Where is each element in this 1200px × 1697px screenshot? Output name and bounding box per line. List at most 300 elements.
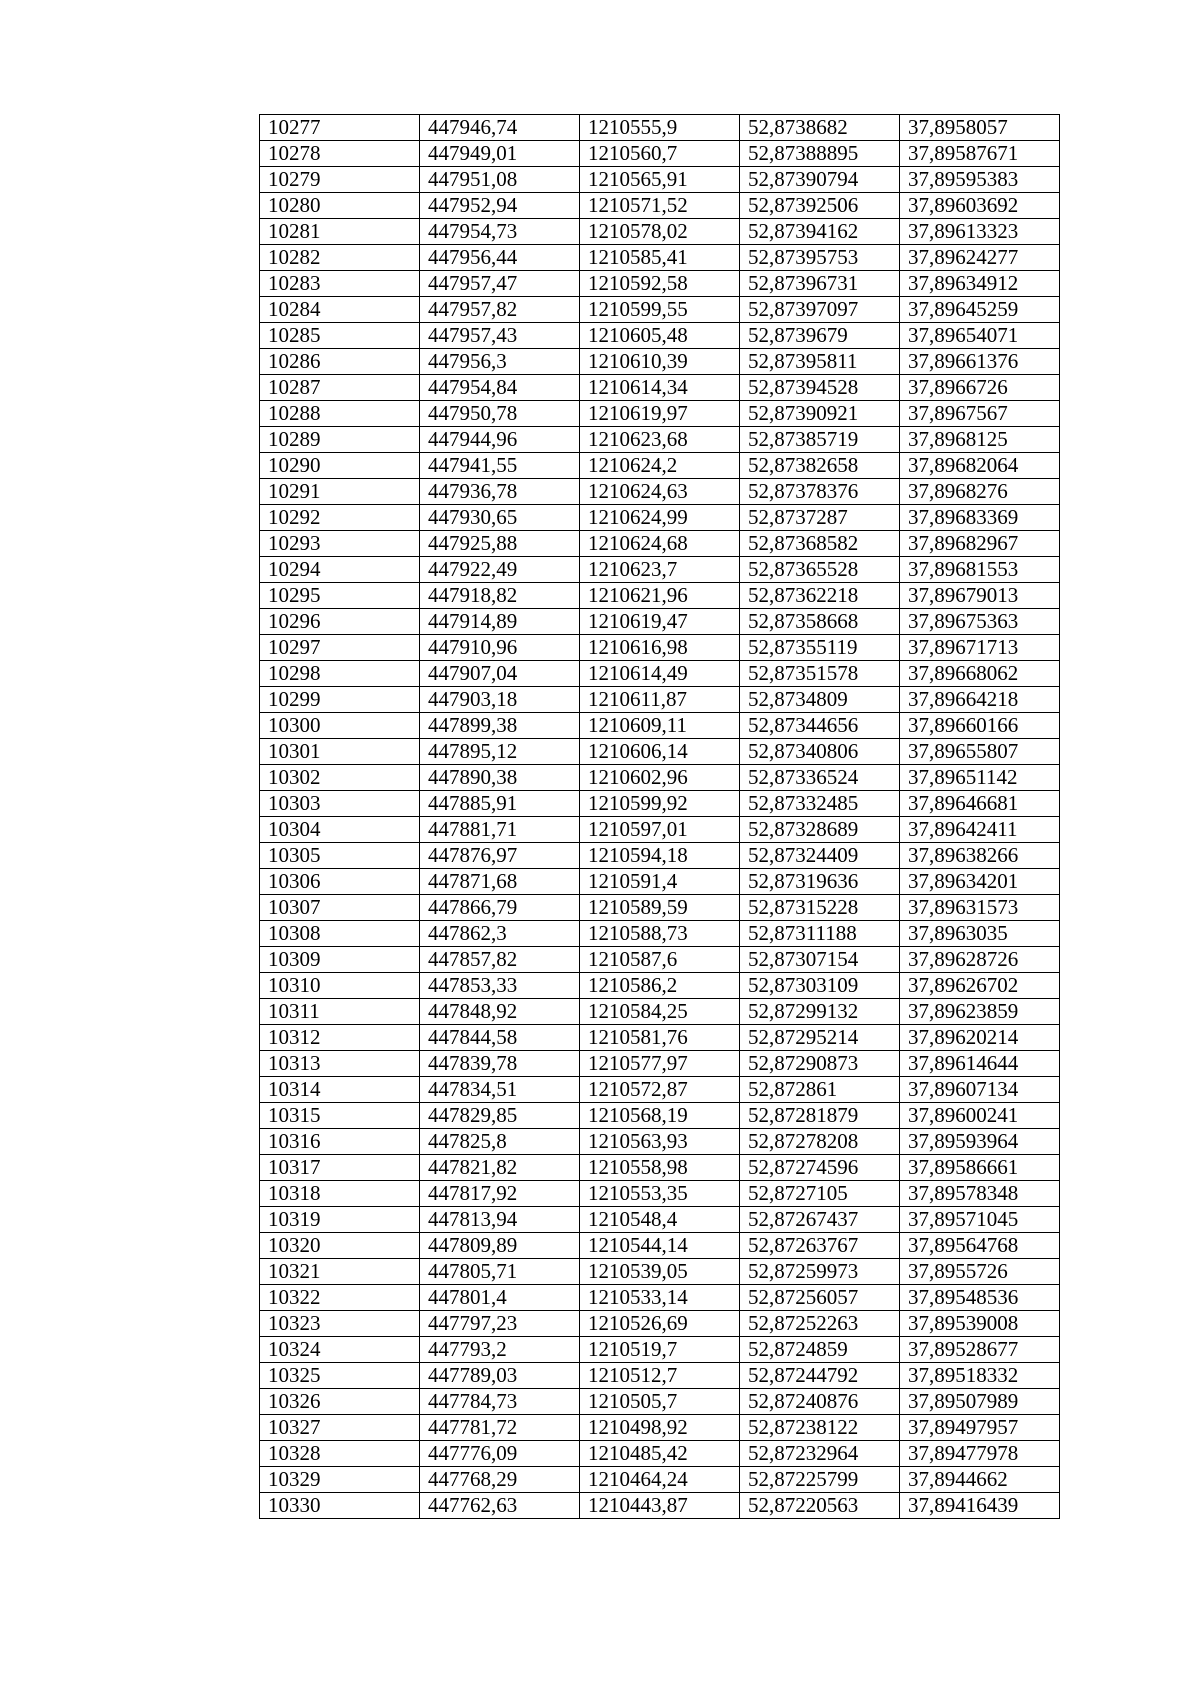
longitude-cell: 37,89675363 xyxy=(900,609,1060,635)
point-number-cell: 10304 xyxy=(260,817,420,843)
latitude-cell: 52,87368582 xyxy=(740,531,900,557)
point-number-cell: 10302 xyxy=(260,765,420,791)
longitude-cell: 37,89631573 xyxy=(900,895,1060,921)
longitude-cell: 37,89603692 xyxy=(900,193,1060,219)
latitude-cell: 52,87232964 xyxy=(740,1441,900,1467)
x-coordinate-cell: 447885,91 xyxy=(420,791,580,817)
longitude-cell: 37,89671713 xyxy=(900,635,1060,661)
longitude-cell: 37,89679013 xyxy=(900,583,1060,609)
table-row xyxy=(260,271,1060,297)
x-coordinate-cell: 447936,78 xyxy=(420,479,580,505)
y-coordinate-cell: 1210609,11 xyxy=(580,713,740,739)
table-row xyxy=(260,1467,1060,1493)
x-coordinate-cell: 447895,12 xyxy=(420,739,580,765)
table-row xyxy=(260,661,1060,687)
x-coordinate-cell: 447848,92 xyxy=(420,999,580,1025)
longitude-cell: 37,89564768 xyxy=(900,1233,1060,1259)
table-row xyxy=(260,1493,1060,1519)
x-coordinate-cell: 447781,72 xyxy=(420,1415,580,1441)
y-coordinate-cell: 1210610,39 xyxy=(580,349,740,375)
point-number-cell: 10308 xyxy=(260,921,420,947)
table-row xyxy=(260,219,1060,245)
latitude-cell: 52,87319636 xyxy=(740,869,900,895)
table-row xyxy=(260,479,1060,505)
longitude-cell: 37,8966726 xyxy=(900,375,1060,401)
y-coordinate-cell: 1210581,76 xyxy=(580,1025,740,1051)
point-number-cell: 10294 xyxy=(260,557,420,583)
latitude-cell: 52,8727105 xyxy=(740,1181,900,1207)
table-row xyxy=(260,531,1060,557)
x-coordinate-cell: 447956,44 xyxy=(420,245,580,271)
point-number-cell: 10298 xyxy=(260,661,420,687)
latitude-cell: 52,87238122 xyxy=(740,1415,900,1441)
x-coordinate-cell: 447829,85 xyxy=(420,1103,580,1129)
point-number-cell: 10317 xyxy=(260,1155,420,1181)
longitude-cell: 37,89664218 xyxy=(900,687,1060,713)
latitude-cell: 52,87324409 xyxy=(740,843,900,869)
latitude-cell: 52,87395811 xyxy=(740,349,900,375)
latitude-cell: 52,87311188 xyxy=(740,921,900,947)
y-coordinate-cell: 1210572,87 xyxy=(580,1077,740,1103)
y-coordinate-cell: 1210578,02 xyxy=(580,219,740,245)
latitude-cell: 52,87344656 xyxy=(740,713,900,739)
latitude-cell: 52,8734809 xyxy=(740,687,900,713)
point-number-cell: 10325 xyxy=(260,1363,420,1389)
table-row xyxy=(260,1155,1060,1181)
point-number-cell: 10296 xyxy=(260,609,420,635)
y-coordinate-cell: 1210619,97 xyxy=(580,401,740,427)
point-number-cell: 10290 xyxy=(260,453,420,479)
table-row xyxy=(260,713,1060,739)
longitude-cell: 37,89646681 xyxy=(900,791,1060,817)
point-number-cell: 10322 xyxy=(260,1285,420,1311)
x-coordinate-cell: 447866,79 xyxy=(420,895,580,921)
x-coordinate-cell: 447834,51 xyxy=(420,1077,580,1103)
x-coordinate-cell: 447925,88 xyxy=(420,531,580,557)
y-coordinate-cell: 1210624,63 xyxy=(580,479,740,505)
point-number-cell: 10280 xyxy=(260,193,420,219)
x-coordinate-cell: 447954,73 xyxy=(420,219,580,245)
table-row xyxy=(260,1363,1060,1389)
point-number-cell: 10311 xyxy=(260,999,420,1025)
y-coordinate-cell: 1210588,73 xyxy=(580,921,740,947)
y-coordinate-cell: 1210591,4 xyxy=(580,869,740,895)
table-row xyxy=(260,401,1060,427)
x-coordinate-cell: 447825,8 xyxy=(420,1129,580,1155)
point-number-cell: 10281 xyxy=(260,219,420,245)
y-coordinate-cell: 1210526,69 xyxy=(580,1311,740,1337)
x-coordinate-cell: 447809,89 xyxy=(420,1233,580,1259)
latitude-cell: 52,87397097 xyxy=(740,297,900,323)
longitude-cell: 37,89645259 xyxy=(900,297,1060,323)
table-row xyxy=(260,765,1060,791)
x-coordinate-cell: 447899,38 xyxy=(420,713,580,739)
x-coordinate-cell: 447762,63 xyxy=(420,1493,580,1519)
longitude-cell: 37,89497957 xyxy=(900,1415,1060,1441)
x-coordinate-cell: 447871,68 xyxy=(420,869,580,895)
y-coordinate-cell: 1210498,92 xyxy=(580,1415,740,1441)
y-coordinate-cell: 1210619,47 xyxy=(580,609,740,635)
longitude-cell: 37,89626702 xyxy=(900,973,1060,999)
point-number-cell: 10297 xyxy=(260,635,420,661)
x-coordinate-cell: 447957,82 xyxy=(420,297,580,323)
y-coordinate-cell: 1210597,01 xyxy=(580,817,740,843)
x-coordinate-cell: 447946,74 xyxy=(420,115,580,141)
longitude-cell: 37,89682967 xyxy=(900,531,1060,557)
y-coordinate-cell: 1210624,2 xyxy=(580,453,740,479)
point-number-cell: 10323 xyxy=(260,1311,420,1337)
table-row xyxy=(260,1337,1060,1363)
latitude-cell: 52,8738682 xyxy=(740,115,900,141)
x-coordinate-cell: 447857,82 xyxy=(420,947,580,973)
latitude-cell: 52,87259973 xyxy=(740,1259,900,1285)
point-number-cell: 10278 xyxy=(260,141,420,167)
longitude-cell: 37,89654071 xyxy=(900,323,1060,349)
latitude-cell: 52,87295214 xyxy=(740,1025,900,1051)
table-row xyxy=(260,895,1060,921)
x-coordinate-cell: 447907,04 xyxy=(420,661,580,687)
longitude-cell: 37,89571045 xyxy=(900,1207,1060,1233)
y-coordinate-cell: 1210519,7 xyxy=(580,1337,740,1363)
x-coordinate-cell: 447853,33 xyxy=(420,973,580,999)
latitude-cell: 52,87388895 xyxy=(740,141,900,167)
latitude-cell: 52,87225799 xyxy=(740,1467,900,1493)
point-number-cell: 10326 xyxy=(260,1389,420,1415)
longitude-cell: 37,89477978 xyxy=(900,1441,1060,1467)
y-coordinate-cell: 1210599,55 xyxy=(580,297,740,323)
y-coordinate-cell: 1210553,35 xyxy=(580,1181,740,1207)
point-number-cell: 10315 xyxy=(260,1103,420,1129)
table-row xyxy=(260,297,1060,323)
point-number-cell: 10293 xyxy=(260,531,420,557)
table-row xyxy=(260,791,1060,817)
x-coordinate-cell: 447793,2 xyxy=(420,1337,580,1363)
table-row xyxy=(260,1259,1060,1285)
latitude-cell: 52,87355119 xyxy=(740,635,900,661)
x-coordinate-cell: 447789,03 xyxy=(420,1363,580,1389)
latitude-cell: 52,87394528 xyxy=(740,375,900,401)
x-coordinate-cell: 447890,38 xyxy=(420,765,580,791)
y-coordinate-cell: 1210563,93 xyxy=(580,1129,740,1155)
table-row xyxy=(260,349,1060,375)
point-number-cell: 10320 xyxy=(260,1233,420,1259)
table-row xyxy=(260,453,1060,479)
point-number-cell: 10299 xyxy=(260,687,420,713)
table-row xyxy=(260,609,1060,635)
point-number-cell: 10305 xyxy=(260,843,420,869)
x-coordinate-cell: 447918,82 xyxy=(420,583,580,609)
longitude-cell: 37,89539008 xyxy=(900,1311,1060,1337)
table-row xyxy=(260,323,1060,349)
y-coordinate-cell: 1210614,49 xyxy=(580,661,740,687)
y-coordinate-cell: 1210594,18 xyxy=(580,843,740,869)
longitude-cell: 37,89660166 xyxy=(900,713,1060,739)
latitude-cell: 52,87392506 xyxy=(740,193,900,219)
x-coordinate-cell: 447930,65 xyxy=(420,505,580,531)
point-number-cell: 10282 xyxy=(260,245,420,271)
x-coordinate-cell: 447922,49 xyxy=(420,557,580,583)
x-coordinate-cell: 447821,82 xyxy=(420,1155,580,1181)
table-row xyxy=(260,1285,1060,1311)
longitude-cell: 37,89668062 xyxy=(900,661,1060,687)
longitude-cell: 37,89528677 xyxy=(900,1337,1060,1363)
longitude-cell: 37,8968276 xyxy=(900,479,1060,505)
longitude-cell: 37,8958057 xyxy=(900,115,1060,141)
y-coordinate-cell: 1210599,92 xyxy=(580,791,740,817)
y-coordinate-cell: 1210505,7 xyxy=(580,1389,740,1415)
table-row xyxy=(260,687,1060,713)
table-row xyxy=(260,817,1060,843)
y-coordinate-cell: 1210512,7 xyxy=(580,1363,740,1389)
point-number-cell: 10329 xyxy=(260,1467,420,1493)
latitude-cell: 52,87395753 xyxy=(740,245,900,271)
latitude-cell: 52,87358668 xyxy=(740,609,900,635)
y-coordinate-cell: 1210605,48 xyxy=(580,323,740,349)
table-row xyxy=(260,1441,1060,1467)
longitude-cell: 37,89651142 xyxy=(900,765,1060,791)
table-row xyxy=(260,947,1060,973)
y-coordinate-cell: 1210623,68 xyxy=(580,427,740,453)
y-coordinate-cell: 1210571,52 xyxy=(580,193,740,219)
x-coordinate-cell: 447839,78 xyxy=(420,1051,580,1077)
longitude-cell: 37,89416439 xyxy=(900,1493,1060,1519)
latitude-cell: 52,87378376 xyxy=(740,479,900,505)
longitude-cell: 37,8963035 xyxy=(900,921,1060,947)
latitude-cell: 52,8724859 xyxy=(740,1337,900,1363)
longitude-cell: 37,89587671 xyxy=(900,141,1060,167)
latitude-cell: 52,87385719 xyxy=(740,427,900,453)
latitude-cell: 52,87307154 xyxy=(740,947,900,973)
longitude-cell: 37,89613323 xyxy=(900,219,1060,245)
longitude-cell: 37,89642411 xyxy=(900,817,1060,843)
x-coordinate-cell: 447957,43 xyxy=(420,323,580,349)
point-number-cell: 10287 xyxy=(260,375,420,401)
longitude-cell: 37,89638266 xyxy=(900,843,1060,869)
x-coordinate-cell: 447903,18 xyxy=(420,687,580,713)
latitude-cell: 52,87299132 xyxy=(740,999,900,1025)
point-number-cell: 10309 xyxy=(260,947,420,973)
y-coordinate-cell: 1210623,7 xyxy=(580,557,740,583)
point-number-cell: 10328 xyxy=(260,1441,420,1467)
point-number-cell: 10295 xyxy=(260,583,420,609)
longitude-cell: 37,89620214 xyxy=(900,1025,1060,1051)
y-coordinate-cell: 1210587,6 xyxy=(580,947,740,973)
x-coordinate-cell: 447951,08 xyxy=(420,167,580,193)
x-coordinate-cell: 447952,94 xyxy=(420,193,580,219)
y-coordinate-cell: 1210624,68 xyxy=(580,531,740,557)
point-number-cell: 10319 xyxy=(260,1207,420,1233)
longitude-cell: 37,89681553 xyxy=(900,557,1060,583)
longitude-cell: 37,89655807 xyxy=(900,739,1060,765)
y-coordinate-cell: 1210606,14 xyxy=(580,739,740,765)
latitude-cell: 52,872861 xyxy=(740,1077,900,1103)
y-coordinate-cell: 1210544,14 xyxy=(580,1233,740,1259)
x-coordinate-cell: 447949,01 xyxy=(420,141,580,167)
latitude-cell: 52,87382658 xyxy=(740,453,900,479)
longitude-cell: 37,89634912 xyxy=(900,271,1060,297)
x-coordinate-cell: 447910,96 xyxy=(420,635,580,661)
point-number-cell: 10289 xyxy=(260,427,420,453)
longitude-cell: 37,89548536 xyxy=(900,1285,1060,1311)
point-number-cell: 10300 xyxy=(260,713,420,739)
point-number-cell: 10327 xyxy=(260,1415,420,1441)
table-row xyxy=(260,1389,1060,1415)
point-number-cell: 10306 xyxy=(260,869,420,895)
table-row xyxy=(260,1181,1060,1207)
longitude-cell: 37,8955726 xyxy=(900,1259,1060,1285)
longitude-cell: 37,89683369 xyxy=(900,505,1060,531)
longitude-cell: 37,89507989 xyxy=(900,1389,1060,1415)
table-row xyxy=(260,427,1060,453)
point-number-cell: 10330 xyxy=(260,1493,420,1519)
latitude-cell: 52,87220563 xyxy=(740,1493,900,1519)
table-row xyxy=(260,1025,1060,1051)
y-coordinate-cell: 1210560,7 xyxy=(580,141,740,167)
longitude-cell: 37,89682064 xyxy=(900,453,1060,479)
latitude-cell: 52,8737287 xyxy=(740,505,900,531)
point-number-cell: 10316 xyxy=(260,1129,420,1155)
point-number-cell: 10283 xyxy=(260,271,420,297)
longitude-cell: 37,89607134 xyxy=(900,1077,1060,1103)
point-number-cell: 10285 xyxy=(260,323,420,349)
longitude-cell: 37,89578348 xyxy=(900,1181,1060,1207)
x-coordinate-cell: 447954,84 xyxy=(420,375,580,401)
table-row xyxy=(260,1311,1060,1337)
longitude-cell: 37,89586661 xyxy=(900,1155,1060,1181)
x-coordinate-cell: 447881,71 xyxy=(420,817,580,843)
latitude-cell: 52,87328689 xyxy=(740,817,900,843)
table-row xyxy=(260,375,1060,401)
longitude-cell: 37,89634201 xyxy=(900,869,1060,895)
longitude-cell: 37,89623859 xyxy=(900,999,1060,1025)
longitude-cell: 37,89600241 xyxy=(900,1103,1060,1129)
x-coordinate-cell: 447776,09 xyxy=(420,1441,580,1467)
y-coordinate-cell: 1210616,98 xyxy=(580,635,740,661)
x-coordinate-cell: 447817,92 xyxy=(420,1181,580,1207)
x-coordinate-cell: 447956,3 xyxy=(420,349,580,375)
longitude-cell: 37,8967567 xyxy=(900,401,1060,427)
y-coordinate-cell: 1210443,87 xyxy=(580,1493,740,1519)
latitude-cell: 52,87263767 xyxy=(740,1233,900,1259)
longitude-cell: 37,89593964 xyxy=(900,1129,1060,1155)
y-coordinate-cell: 1210589,59 xyxy=(580,895,740,921)
table-row xyxy=(260,921,1060,947)
latitude-cell: 52,87278208 xyxy=(740,1129,900,1155)
x-coordinate-cell: 447862,3 xyxy=(420,921,580,947)
latitude-cell: 52,87252263 xyxy=(740,1311,900,1337)
latitude-cell: 52,87365528 xyxy=(740,557,900,583)
x-coordinate-cell: 447784,73 xyxy=(420,1389,580,1415)
latitude-cell: 52,87315228 xyxy=(740,895,900,921)
point-number-cell: 10313 xyxy=(260,1051,420,1077)
y-coordinate-cell: 1210585,41 xyxy=(580,245,740,271)
longitude-cell: 37,89518332 xyxy=(900,1363,1060,1389)
x-coordinate-cell: 447876,97 xyxy=(420,843,580,869)
x-coordinate-cell: 447914,89 xyxy=(420,609,580,635)
point-number-cell: 10321 xyxy=(260,1259,420,1285)
latitude-cell: 52,87332485 xyxy=(740,791,900,817)
table-row xyxy=(260,245,1060,271)
longitude-cell: 37,89624277 xyxy=(900,245,1060,271)
y-coordinate-cell: 1210568,19 xyxy=(580,1103,740,1129)
x-coordinate-cell: 447801,4 xyxy=(420,1285,580,1311)
table-row xyxy=(260,1103,1060,1129)
y-coordinate-cell: 1210602,96 xyxy=(580,765,740,791)
longitude-cell: 37,89628726 xyxy=(900,947,1060,973)
longitude-cell: 37,89661376 xyxy=(900,349,1060,375)
latitude-cell: 52,87394162 xyxy=(740,219,900,245)
x-coordinate-cell: 447944,96 xyxy=(420,427,580,453)
table-row xyxy=(260,1051,1060,1077)
y-coordinate-cell: 1210592,58 xyxy=(580,271,740,297)
y-coordinate-cell: 1210577,97 xyxy=(580,1051,740,1077)
point-number-cell: 10312 xyxy=(260,1025,420,1051)
point-number-cell: 10291 xyxy=(260,479,420,505)
latitude-cell: 52,87390921 xyxy=(740,401,900,427)
latitude-cell: 52,87256057 xyxy=(740,1285,900,1311)
y-coordinate-cell: 1210548,4 xyxy=(580,1207,740,1233)
table-row xyxy=(260,167,1060,193)
point-number-cell: 10310 xyxy=(260,973,420,999)
table-row xyxy=(260,843,1060,869)
y-coordinate-cell: 1210558,98 xyxy=(580,1155,740,1181)
table-row xyxy=(260,1233,1060,1259)
table-row xyxy=(260,739,1060,765)
point-number-cell: 10286 xyxy=(260,349,420,375)
point-number-cell: 10284 xyxy=(260,297,420,323)
point-number-cell: 10318 xyxy=(260,1181,420,1207)
table-row xyxy=(260,505,1060,531)
latitude-cell: 52,87281879 xyxy=(740,1103,900,1129)
point-number-cell: 10324 xyxy=(260,1337,420,1363)
latitude-cell: 52,87362218 xyxy=(740,583,900,609)
y-coordinate-cell: 1210586,2 xyxy=(580,973,740,999)
latitude-cell: 52,87351578 xyxy=(740,661,900,687)
latitude-cell: 52,87390794 xyxy=(740,167,900,193)
y-coordinate-cell: 1210621,96 xyxy=(580,583,740,609)
point-number-cell: 10279 xyxy=(260,167,420,193)
x-coordinate-cell: 447950,78 xyxy=(420,401,580,427)
point-number-cell: 10288 xyxy=(260,401,420,427)
latitude-cell: 52,8739679 xyxy=(740,323,900,349)
y-coordinate-cell: 1210624,99 xyxy=(580,505,740,531)
point-number-cell: 10292 xyxy=(260,505,420,531)
y-coordinate-cell: 1210584,25 xyxy=(580,999,740,1025)
point-number-cell: 10301 xyxy=(260,739,420,765)
latitude-cell: 52,87396731 xyxy=(740,271,900,297)
table-row xyxy=(260,1077,1060,1103)
table-row xyxy=(260,1207,1060,1233)
y-coordinate-cell: 1210565,91 xyxy=(580,167,740,193)
table-row xyxy=(260,557,1060,583)
latitude-cell: 52,87244792 xyxy=(740,1363,900,1389)
y-coordinate-cell: 1210611,87 xyxy=(580,687,740,713)
latitude-cell: 52,87336524 xyxy=(740,765,900,791)
table-row xyxy=(260,635,1060,661)
latitude-cell: 52,87340806 xyxy=(740,739,900,765)
latitude-cell: 52,87240876 xyxy=(740,1389,900,1415)
table-row xyxy=(260,583,1060,609)
coordinates-table xyxy=(259,114,1060,1519)
y-coordinate-cell: 1210539,05 xyxy=(580,1259,740,1285)
table-row xyxy=(260,115,1060,141)
x-coordinate-cell: 447813,94 xyxy=(420,1207,580,1233)
x-coordinate-cell: 447768,29 xyxy=(420,1467,580,1493)
table-row xyxy=(260,1415,1060,1441)
table-row xyxy=(260,973,1060,999)
latitude-cell: 52,87267437 xyxy=(740,1207,900,1233)
x-coordinate-cell: 447805,71 xyxy=(420,1259,580,1285)
